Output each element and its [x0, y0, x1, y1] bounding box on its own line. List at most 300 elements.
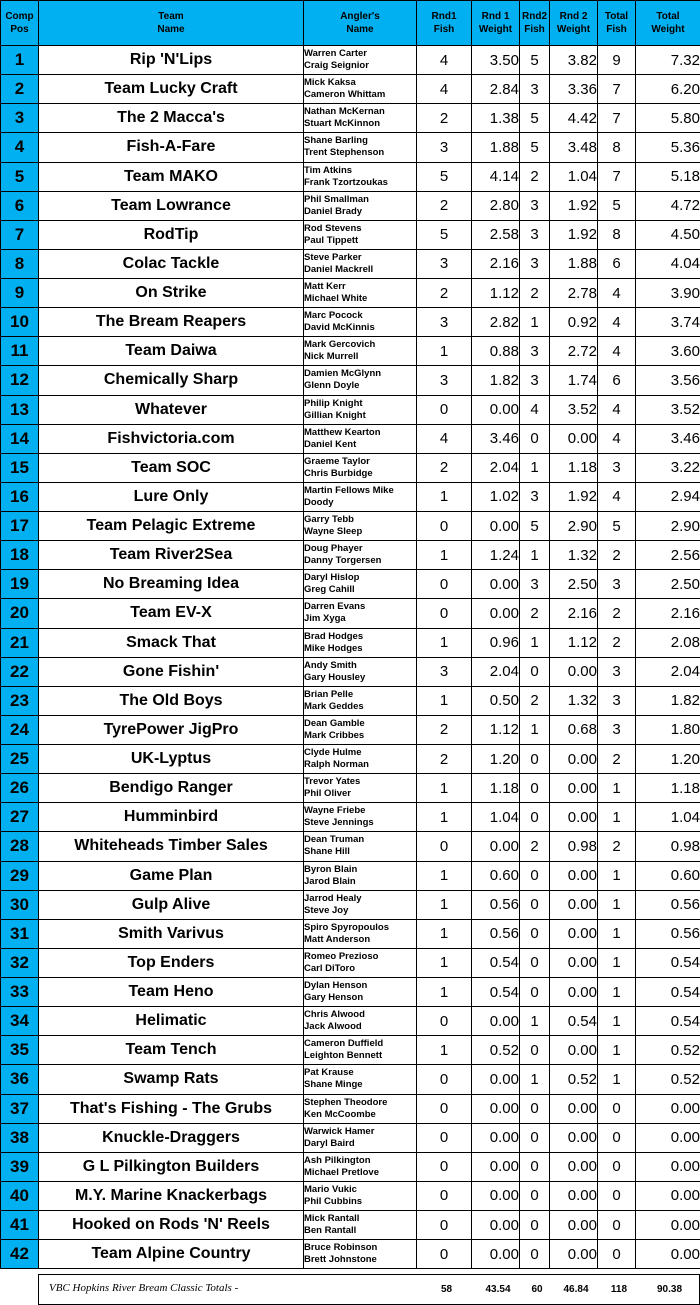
angler-1: Chris Alwood	[304, 1009, 365, 1021]
rnd1-weight: 2.04	[472, 657, 520, 686]
rnd2-fish: 3	[520, 249, 550, 278]
totals-row	[38, 1274, 700, 1305]
comp-pos: 31	[1, 919, 39, 948]
rnd2-fish: 0	[520, 919, 550, 948]
total-weight: 7.32	[636, 46, 700, 75]
total-fish: 3	[598, 453, 636, 482]
team-name: Gulp Alive	[39, 890, 304, 919]
angler-names	[304, 1065, 417, 1094]
rnd1-weight: 2.04	[472, 453, 520, 482]
comp-pos: 32	[1, 948, 39, 977]
total-fish: 1	[598, 803, 636, 832]
total-fish: 2	[598, 541, 636, 570]
rnd1-weight: 0.60	[472, 861, 520, 890]
total-fish: 0	[598, 1240, 636, 1269]
rnd1-weight: 0.00	[472, 1123, 520, 1152]
rnd2-weight: 1.92	[550, 191, 598, 220]
comp-pos: 41	[1, 1211, 39, 1240]
angler-names	[304, 308, 417, 337]
total-fish: 1	[598, 861, 636, 890]
header-comp-pos: Comp Pos	[1, 1, 39, 46]
comp-pos: 5	[1, 162, 39, 191]
angler-2: Leighton Bennett	[304, 1050, 383, 1062]
total-fish: 3	[598, 715, 636, 744]
rnd2-weight: 2.90	[550, 512, 598, 541]
angler-names	[304, 395, 417, 424]
table-row	[1, 279, 700, 308]
table-row	[1, 628, 700, 657]
angler-names	[304, 832, 417, 861]
rnd2-fish: 0	[520, 1240, 550, 1269]
header-team-name: Team Name	[39, 1, 304, 46]
rnd1-fish: 2	[417, 715, 472, 744]
total-fish: 5	[598, 512, 636, 541]
total-fish: 1	[598, 919, 636, 948]
angler-1: Daryl Hislop	[304, 572, 360, 584]
table-row	[1, 337, 700, 366]
rnd2-weight: 0.00	[550, 1240, 598, 1269]
rnd2-fish: 0	[520, 1152, 550, 1181]
angler-2: Nick Murrell	[304, 351, 359, 363]
rnd1-fish: 1	[417, 541, 472, 570]
total-fish: 6	[598, 249, 636, 278]
rnd2-fish: 4	[520, 395, 550, 424]
rnd1-fish: 0	[417, 570, 472, 599]
rnd2-weight: 1.92	[550, 482, 598, 511]
rnd2-fish: 2	[520, 162, 550, 191]
angler-2: Gary Henson	[304, 992, 364, 1004]
comp-pos: 11	[1, 337, 39, 366]
rnd1-fish: 3	[417, 657, 472, 686]
team-name: Team Daiwa	[39, 337, 304, 366]
comp-pos: 3	[1, 104, 39, 133]
rnd2-weight: 0.00	[550, 890, 598, 919]
rnd2-fish: 3	[520, 482, 550, 511]
table-row	[1, 541, 700, 570]
total-weight: 3.52	[636, 395, 700, 424]
total-fish: 4	[598, 424, 636, 453]
rnd1-fish: 0	[417, 1181, 472, 1210]
team-name: Knuckle-Draggers	[39, 1123, 304, 1152]
table-row	[1, 1065, 700, 1094]
total-fish: 0	[598, 1211, 636, 1240]
angler-2: Steve Joy	[304, 904, 349, 916]
comp-pos: 25	[1, 745, 39, 774]
total-weight: 5.36	[636, 133, 700, 162]
rnd1-fish: 0	[417, 599, 472, 628]
total-weight: 1.18	[636, 774, 700, 803]
rnd1-fish: 1	[417, 482, 472, 511]
rnd2-weight: 0.00	[550, 1094, 598, 1123]
angler-2: Chris Burbidge	[304, 467, 373, 479]
comp-pos: 39	[1, 1152, 39, 1181]
angler-names	[304, 599, 417, 628]
rnd1-weight: 0.50	[472, 686, 520, 715]
table-row	[1, 803, 700, 832]
angler-2: Phil Cubbins	[304, 1195, 363, 1207]
angler-2: Gary Housley	[304, 671, 366, 683]
team-name: Team Pelagic Extreme	[39, 512, 304, 541]
total-weight: 2.50	[636, 570, 700, 599]
team-name: Rip 'N'Lips	[39, 46, 304, 75]
comp-pos: 9	[1, 279, 39, 308]
total-fish: 8	[598, 220, 636, 249]
table-row	[1, 774, 700, 803]
header-rnd2-fish: Rnd2 Fish	[520, 1, 550, 46]
angler-2: Michael Pretlove	[304, 1166, 379, 1178]
total-fish: 7	[598, 162, 636, 191]
total-weight: 5.80	[636, 104, 700, 133]
angler-1: Spiro Spyropoulos	[304, 921, 389, 933]
angler-names	[304, 1123, 417, 1152]
total-fish: 6	[598, 366, 636, 395]
team-name: Gone Fishin'	[39, 657, 304, 686]
comp-pos: 38	[1, 1123, 39, 1152]
angler-names	[304, 1036, 417, 1065]
total-fish: 4	[598, 395, 636, 424]
angler-names	[304, 570, 417, 599]
rnd2-weight: 0.00	[550, 803, 598, 832]
total-fish: 2	[598, 628, 636, 657]
rnd2-fish: 0	[520, 657, 550, 686]
angler-names	[304, 337, 417, 366]
total-fish: 4	[598, 482, 636, 511]
angler-1: Andy Smith	[304, 659, 357, 671]
rnd1-weight: 1.18	[472, 774, 520, 803]
angler-2: Daryl Baird	[304, 1137, 355, 1149]
total-weight: 3.74	[636, 308, 700, 337]
team-name: Lure Only	[39, 482, 304, 511]
rnd1-weight: 0.00	[472, 1211, 520, 1240]
table-row	[1, 745, 700, 774]
table-row	[1, 482, 700, 511]
rnd2-weight: 0.98	[550, 832, 598, 861]
rnd2-fish: 0	[520, 745, 550, 774]
angler-2: Mark Geddes	[304, 700, 364, 712]
comp-pos: 30	[1, 890, 39, 919]
angler-1: Mick Rantall	[304, 1213, 360, 1225]
total-weight: 5.18	[636, 162, 700, 191]
rnd1-fish: 4	[417, 46, 472, 75]
comp-pos: 13	[1, 395, 39, 424]
total-fish: 1	[598, 1007, 636, 1036]
rnd2-fish: 1	[520, 1065, 550, 1094]
team-name: Top Enders	[39, 948, 304, 977]
table-row	[1, 978, 700, 1007]
team-name: Whiteheads Timber Sales	[39, 832, 304, 861]
rnd1-fish: 1	[417, 948, 472, 977]
angler-names	[304, 1181, 417, 1210]
comp-pos: 14	[1, 424, 39, 453]
team-name: Chemically Sharp	[39, 366, 304, 395]
rnd1-weight: 4.14	[472, 162, 520, 191]
comp-pos: 23	[1, 686, 39, 715]
rnd2-fish: 1	[520, 1007, 550, 1036]
rnd2-weight: 0.00	[550, 1181, 598, 1210]
team-name: Team EV-X	[39, 599, 304, 628]
rnd1-weight: 0.00	[472, 599, 520, 628]
total-fish: 7	[598, 104, 636, 133]
angler-names	[304, 366, 417, 395]
rnd2-fish: 0	[520, 424, 550, 453]
angler-2: Craig Seignior	[304, 60, 369, 72]
total-weight: 0.98	[636, 832, 700, 861]
angler-names	[304, 162, 417, 191]
angler-1: Brian Pelle	[304, 688, 354, 700]
rnd2-weight: 3.52	[550, 395, 598, 424]
total-weight: 0.00	[636, 1152, 700, 1181]
comp-pos: 10	[1, 308, 39, 337]
angler-2: Gillian Knight	[304, 409, 366, 421]
total-weight: 1.04	[636, 803, 700, 832]
rnd1-fish: 1	[417, 919, 472, 948]
rnd1-fish: 3	[417, 308, 472, 337]
rnd2-fish: 2	[520, 279, 550, 308]
comp-pos: 12	[1, 366, 39, 395]
rnd1-weight: 0.00	[472, 395, 520, 424]
angler-1: Philip Knight	[304, 397, 363, 409]
angler-1: Dylan Henson	[304, 980, 368, 992]
team-name: Team MAKO	[39, 162, 304, 191]
rnd1-fish: 3	[417, 133, 472, 162]
total-fish: 7	[598, 75, 636, 104]
rnd1-fish: 5	[417, 162, 472, 191]
table-row	[1, 1240, 700, 1269]
team-name: Hooked on Rods 'N' Reels	[39, 1211, 304, 1240]
team-name: Whatever	[39, 395, 304, 424]
rnd2-weight: 1.18	[550, 453, 598, 482]
rnd2-fish: 1	[520, 628, 550, 657]
team-name: TyrePower JigPro	[39, 715, 304, 744]
angler-1: Matt Kerr	[304, 281, 346, 293]
angler-1: Mick Kaksa	[304, 77, 356, 89]
rnd2-weight: 0.00	[550, 1123, 598, 1152]
rnd1-fish: 1	[417, 861, 472, 890]
angler-names	[304, 628, 417, 657]
angler-names	[304, 1211, 417, 1240]
team-name: RodTip	[39, 220, 304, 249]
angler-names	[304, 890, 417, 919]
angler-names	[304, 75, 417, 104]
angler-names	[304, 1240, 417, 1269]
header-row	[1, 1, 700, 46]
angler-1: Dean Gamble	[304, 717, 365, 729]
header-rnd1-weight: Rnd 1 Weight	[472, 1, 520, 46]
angler-2: Trent Stephenson	[304, 147, 385, 159]
angler-1: Ash Pilkington	[304, 1154, 371, 1166]
angler-2: Mike Hodges	[304, 642, 363, 654]
rnd1-weight: 0.56	[472, 919, 520, 948]
angler-2: Steve Jennings	[304, 817, 374, 829]
rnd1-weight: 0.00	[472, 1007, 520, 1036]
total-weight: 0.54	[636, 1007, 700, 1036]
total-fish: 9	[598, 46, 636, 75]
total-weight: 0.52	[636, 1065, 700, 1094]
rnd2-weight: 1.88	[550, 249, 598, 278]
total-fish: 4	[598, 308, 636, 337]
angler-names	[304, 774, 417, 803]
table-row	[1, 890, 700, 919]
angler-1: Byron Blain	[304, 863, 358, 875]
total-weight: 4.72	[636, 191, 700, 220]
rnd1-weight: 0.00	[472, 512, 520, 541]
rnd1-fish: 3	[417, 366, 472, 395]
team-name: UK-Lyptus	[39, 745, 304, 774]
rnd2-weight: 1.04	[550, 162, 598, 191]
totals-label: VBC Hopkins River Bream Classic Totals -	[49, 1282, 239, 1294]
total-weight: 0.54	[636, 978, 700, 1007]
comp-pos: 28	[1, 832, 39, 861]
comp-pos: 26	[1, 774, 39, 803]
total-weight: 0.00	[636, 1211, 700, 1240]
rnd2-fish: 5	[520, 46, 550, 75]
rnd2-fish: 1	[520, 541, 550, 570]
rnd2-fish: 0	[520, 1181, 550, 1210]
rnd2-weight: 2.72	[550, 337, 598, 366]
angler-names	[304, 249, 417, 278]
total-weight: 3.22	[636, 453, 700, 482]
team-name: That's Fishing - The Grubs	[39, 1094, 304, 1123]
rnd1-weight: 2.84	[472, 75, 520, 104]
angler-1: Mark Gercovich	[304, 339, 376, 351]
angler-1: Warren Carter	[304, 48, 368, 60]
total-fish: 3	[598, 657, 636, 686]
table-row	[1, 919, 700, 948]
angler-2: Daniel Kent	[304, 438, 357, 450]
angler-2: Matt Anderson	[304, 933, 371, 945]
total-fish: 3	[598, 686, 636, 715]
total-weight: 1.80	[636, 715, 700, 744]
rnd2-weight: 2.78	[550, 279, 598, 308]
angler-names	[304, 861, 417, 890]
comp-pos: 2	[1, 75, 39, 104]
total-weight: 4.50	[636, 220, 700, 249]
rnd2-fish: 0	[520, 1036, 550, 1065]
rnd1-weight: 0.88	[472, 337, 520, 366]
angler-1: Jarrod Healy	[304, 892, 362, 904]
angler-names	[304, 512, 417, 541]
total-weight: 2.94	[636, 482, 700, 511]
angler-2: Paul Tippett	[304, 234, 359, 246]
angler-2: Ralph Norman	[304, 759, 369, 771]
team-name: Fish-A-Fare	[39, 133, 304, 162]
rnd1-weight: 1.38	[472, 104, 520, 133]
comp-pos: 8	[1, 249, 39, 278]
angler-names	[304, 453, 417, 482]
table-row	[1, 1094, 700, 1123]
total-weight: 3.60	[636, 337, 700, 366]
rnd2-weight: 0.00	[550, 861, 598, 890]
rnd1-weight: 0.00	[472, 1065, 520, 1094]
angler-1: Darren Evans	[304, 601, 366, 613]
comp-pos: 16	[1, 482, 39, 511]
total-weight: 2.04	[636, 657, 700, 686]
header-rnd2-weight: Rnd 2 Weight	[550, 1, 598, 46]
angler-names	[304, 1152, 417, 1181]
rnd1-weight: 2.82	[472, 308, 520, 337]
total-fish: 1	[598, 978, 636, 1007]
angler-1: Steve Parker	[304, 251, 362, 263]
rnd1-fish: 0	[417, 1007, 472, 1036]
team-name: Bendigo Ranger	[39, 774, 304, 803]
comp-pos: 27	[1, 803, 39, 832]
team-name: G L Pilkington Builders	[39, 1152, 304, 1181]
team-name: Game Plan	[39, 861, 304, 890]
angler-names	[304, 133, 417, 162]
total-weight: 0.00	[636, 1094, 700, 1123]
comp-pos: 1	[1, 46, 39, 75]
angler-2: Jack Alwood	[304, 1021, 362, 1033]
total-weight: 3.56	[636, 366, 700, 395]
totals-rnd2-fish: 60	[531, 1284, 543, 1295]
rnd2-weight: 0.92	[550, 308, 598, 337]
angler-1: Mario Vukic	[304, 1183, 357, 1195]
rnd2-fish: 3	[520, 220, 550, 249]
totals-total-weight: 90.38	[656, 1284, 683, 1295]
angler-names	[304, 104, 417, 133]
angler-names	[304, 46, 417, 75]
angler-names	[304, 948, 417, 977]
comp-pos: 42	[1, 1240, 39, 1269]
rnd1-fish: 3	[417, 249, 472, 278]
rnd2-fish: 3	[520, 366, 550, 395]
rnd2-fish: 0	[520, 890, 550, 919]
angler-2: Glenn Doyle	[304, 380, 360, 392]
total-fish: 1	[598, 890, 636, 919]
rnd2-fish: 0	[520, 1211, 550, 1240]
angler-2: Jim Xyga	[304, 613, 346, 625]
team-name: Humminbird	[39, 803, 304, 832]
angler-2: Michael White	[304, 293, 368, 305]
rnd2-weight: 1.92	[550, 220, 598, 249]
table-row	[1, 1123, 700, 1152]
rnd1-weight: 0.00	[472, 1240, 520, 1269]
angler-names	[304, 1094, 417, 1123]
table-row	[1, 75, 700, 104]
team-name: Smack That	[39, 628, 304, 657]
rnd1-fish: 2	[417, 453, 472, 482]
angler-names	[304, 424, 417, 453]
rnd1-weight: 1.12	[472, 715, 520, 744]
rnd1-weight: 1.02	[472, 482, 520, 511]
rnd2-weight: 0.00	[550, 948, 598, 977]
team-name: Team Lowrance	[39, 191, 304, 220]
rnd2-fish: 2	[520, 832, 550, 861]
team-name: Helimatic	[39, 1007, 304, 1036]
table-row	[1, 657, 700, 686]
angler-1: Brad Hodges	[304, 630, 364, 642]
angler-names	[304, 919, 417, 948]
angler-1: Matthew Kearton	[304, 426, 381, 438]
total-fish: 2	[598, 832, 636, 861]
table-row	[1, 162, 700, 191]
rnd2-weight: 0.00	[550, 424, 598, 453]
comp-pos: 21	[1, 628, 39, 657]
rnd1-fish: 0	[417, 395, 472, 424]
rnd1-weight: 1.88	[472, 133, 520, 162]
total-weight: 2.90	[636, 512, 700, 541]
comp-pos: 36	[1, 1065, 39, 1094]
angler-names	[304, 482, 417, 511]
angler-1: Rod Stevens	[304, 222, 362, 234]
rnd2-weight: 3.36	[550, 75, 598, 104]
rnd2-fish: 3	[520, 75, 550, 104]
table-row	[1, 832, 700, 861]
table-row	[1, 133, 700, 162]
total-fish: 5	[598, 191, 636, 220]
rnd1-weight: 0.52	[472, 1036, 520, 1065]
angler-names	[304, 657, 417, 686]
